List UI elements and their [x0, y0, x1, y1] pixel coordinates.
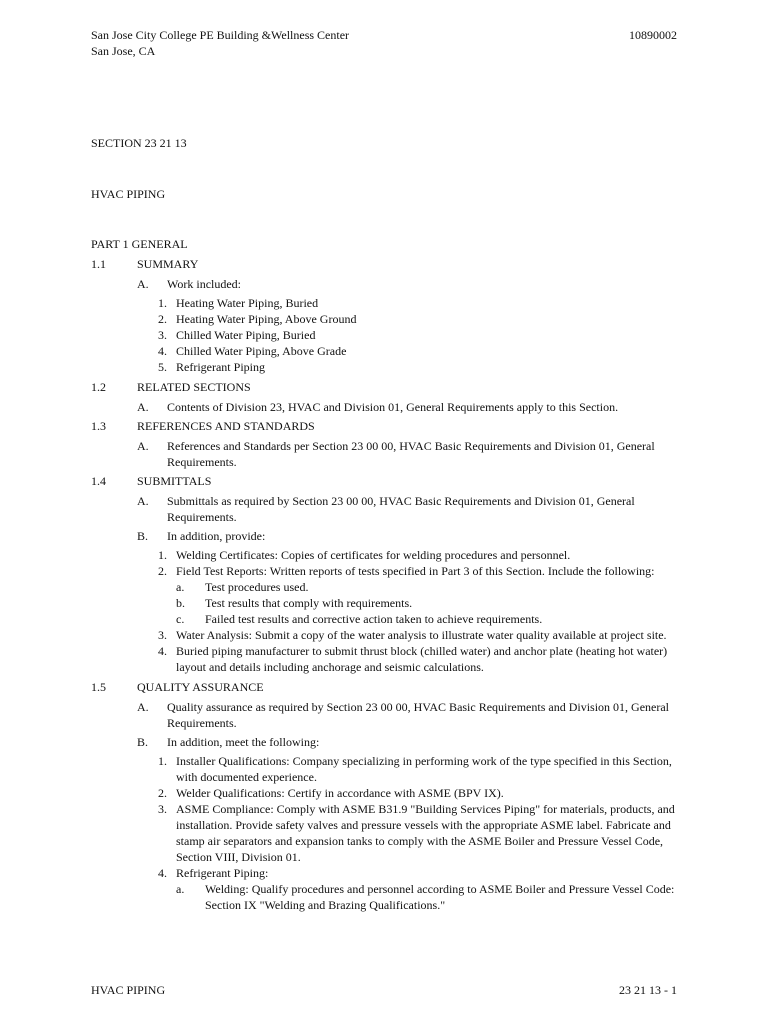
- subparagraph-text: Heating Water Piping, Above Ground: [176, 312, 357, 326]
- subparagraph-text: Heating Water Piping, Buried: [176, 296, 319, 310]
- sub-subparagraph-text: Test procedures used.: [205, 580, 309, 594]
- subparagraph-number: 1.: [158, 754, 167, 768]
- project-location: San Jose, CA: [91, 44, 156, 58]
- article-heading: [91, 473, 681, 489]
- subparagraph-number: 1.: [158, 296, 167, 310]
- paragraph: [91, 399, 681, 415]
- subparagraph-text: Chilled Water Piping, Buried: [176, 328, 316, 342]
- paragraph: [91, 528, 681, 544]
- sub-subparagraph-number: a.: [176, 882, 185, 896]
- footer-title: HVAC PIPING: [91, 983, 166, 997]
- subparagraph-number: 1.: [158, 548, 167, 562]
- article-heading-text: SUBMITTALS: [137, 474, 212, 488]
- spec-body: [91, 236, 681, 917]
- subparagraph: [91, 359, 681, 375]
- subparagraph-text: Water Analysis: Submit a copy of the water analysis to illustrate water quality available at project site.: [176, 628, 667, 642]
- article-heading-text: RELATED SECTIONS: [137, 380, 251, 394]
- sub-subparagraph: [91, 595, 681, 611]
- article-heading-number: 1.1: [91, 257, 106, 271]
- sub-subparagraph: [91, 881, 681, 913]
- subparagraph-text: Buried piping manufacturer to submit thrust block (chilled water) and anchor plate (heating hot water) layout and details including anchorage and seismic calculations.: [176, 644, 668, 674]
- paragraph-text: Quality assurance as required by Section 23 00 00, HVAC Basic Requirements and Division 01, General Requirements.: [167, 700, 670, 730]
- subparagraph: [91, 753, 681, 785]
- subparagraph-number: 5.: [158, 360, 167, 374]
- subparagraph-number: 4.: [158, 344, 167, 358]
- subparagraph-text: Installer Qualifications: Company specializing in performing work of the type specified in this Section, with documented experience.: [176, 754, 672, 784]
- sub-subparagraph: [91, 579, 681, 595]
- subparagraph-number: 3.: [158, 628, 167, 642]
- subparagraph-text: ASME Compliance: Comply with ASME B31.9 "Building Services Piping" for materials, products, and installation. Provide safety valves and pressure vessels with the appropriate ASME label. Fabricate and stamp air separators and expansion tanks to comply with the ASME Boiler and Pressure Vessel Code, Section VIII, Division 01.: [176, 802, 675, 864]
- sub-subparagraph-text: Test results that comply with requirements.: [205, 596, 413, 610]
- paragraph-text: In addition, provide:: [167, 529, 266, 543]
- page-number: 23 21 13 - 1: [619, 983, 677, 997]
- subparagraph: [91, 643, 681, 675]
- sub-subparagraph-number: b.: [176, 596, 185, 610]
- subparagraph: [91, 801, 681, 865]
- paragraph: [91, 699, 681, 731]
- article-heading: [91, 379, 681, 395]
- subparagraph-text: Welding Certificates: Copies of certificates for welding procedures and personnel.: [176, 548, 571, 562]
- subparagraph-number: 3.: [158, 328, 167, 342]
- page-header: [91, 27, 349, 59]
- subparagraph-number: 2.: [158, 312, 167, 326]
- subparagraph-text: Refrigerant Piping: [176, 360, 265, 374]
- subparagraph-number: 4.: [158, 866, 167, 880]
- subparagraph-number: 2.: [158, 564, 167, 578]
- subparagraph: [91, 627, 681, 643]
- paragraph-text: In addition, meet the following:: [167, 735, 320, 749]
- sub-subparagraph-text: Welding: Qualify procedures and personnel according to ASME Boiler and Pressure Vessel Code: Section IX "Welding and Brazing Qualifications.": [205, 882, 675, 912]
- article-heading-number: 1.3: [91, 419, 106, 433]
- section-title: HVAC PIPING: [91, 187, 166, 201]
- article-heading-number: 1.5: [91, 680, 106, 694]
- subparagraph: [91, 327, 681, 343]
- paragraph-number: A.: [137, 700, 149, 714]
- paragraph-text: Submittals as required by Section 23 00 00, HVAC Basic Requirements and Division 01, General Requirements.: [167, 494, 635, 524]
- sub-subparagraph-number: c.: [176, 612, 185, 626]
- article-heading-text: SUMMARY: [137, 257, 199, 271]
- subparagraph-text: Welder Qualifications: Certify in accordance with ASME (BPV IX).: [176, 786, 504, 800]
- subparagraph: [91, 563, 681, 579]
- paragraph: [91, 276, 681, 292]
- subparagraph-number: 4.: [158, 644, 167, 658]
- article-heading: [91, 256, 681, 272]
- subparagraph-text: Refrigerant Piping:: [176, 866, 269, 880]
- subparagraph-text: Field Test Reports: Written reports of tests specified in Part 3 of this Section. Include the following:: [176, 564, 655, 578]
- subparagraph: [91, 547, 681, 563]
- paragraph-number: B.: [137, 735, 149, 749]
- paragraph: [91, 438, 681, 470]
- sub-subparagraph-number: a.: [176, 580, 185, 594]
- article-heading-text: REFERENCES AND STANDARDS: [137, 419, 315, 433]
- subparagraph-number: 2.: [158, 786, 167, 800]
- paragraph-number: A.: [137, 400, 149, 414]
- paragraph-number: A.: [137, 439, 149, 453]
- paragraph-text: Contents of Division 23, HVAC and Division 01, General Requirements apply to this Section.: [167, 400, 619, 414]
- paragraph-number: B.: [137, 529, 149, 543]
- article-heading-number: 1.4: [91, 474, 106, 488]
- sub-subparagraph: [91, 611, 681, 627]
- paragraph: [91, 493, 681, 525]
- paragraph-text: References and Standards per Section 23 00 00, HVAC Basic Requirements and Division 01, General Requirements.: [167, 439, 655, 469]
- subparagraph: [91, 865, 681, 881]
- subparagraph: [91, 343, 681, 359]
- paragraph-number: A.: [137, 277, 149, 291]
- subparagraph-number: 3.: [158, 802, 167, 816]
- subparagraph-text: Chilled Water Piping, Above Grade: [176, 344, 347, 358]
- part-heading: PART 1 GENERAL: [91, 237, 188, 251]
- subparagraph: [91, 785, 681, 801]
- sub-subparagraph-text: Failed test results and corrective action taken to achieve requirements.: [205, 612, 543, 626]
- article-heading-text: QUALITY ASSURANCE: [137, 680, 264, 694]
- project-name: San Jose City College PE Building &Wellness Center: [91, 28, 350, 42]
- paragraph-number: A.: [137, 494, 149, 508]
- article-heading: [91, 418, 681, 434]
- paragraph: [91, 734, 681, 750]
- section-number: SECTION 23 21 13: [91, 136, 187, 150]
- subparagraph: [91, 311, 681, 327]
- article-heading: [91, 679, 681, 695]
- project-number: 10890002: [629, 28, 677, 42]
- subparagraph: [91, 295, 681, 311]
- paragraph-text: Work included:: [167, 277, 242, 291]
- article-heading-number: 1.2: [91, 380, 106, 394]
